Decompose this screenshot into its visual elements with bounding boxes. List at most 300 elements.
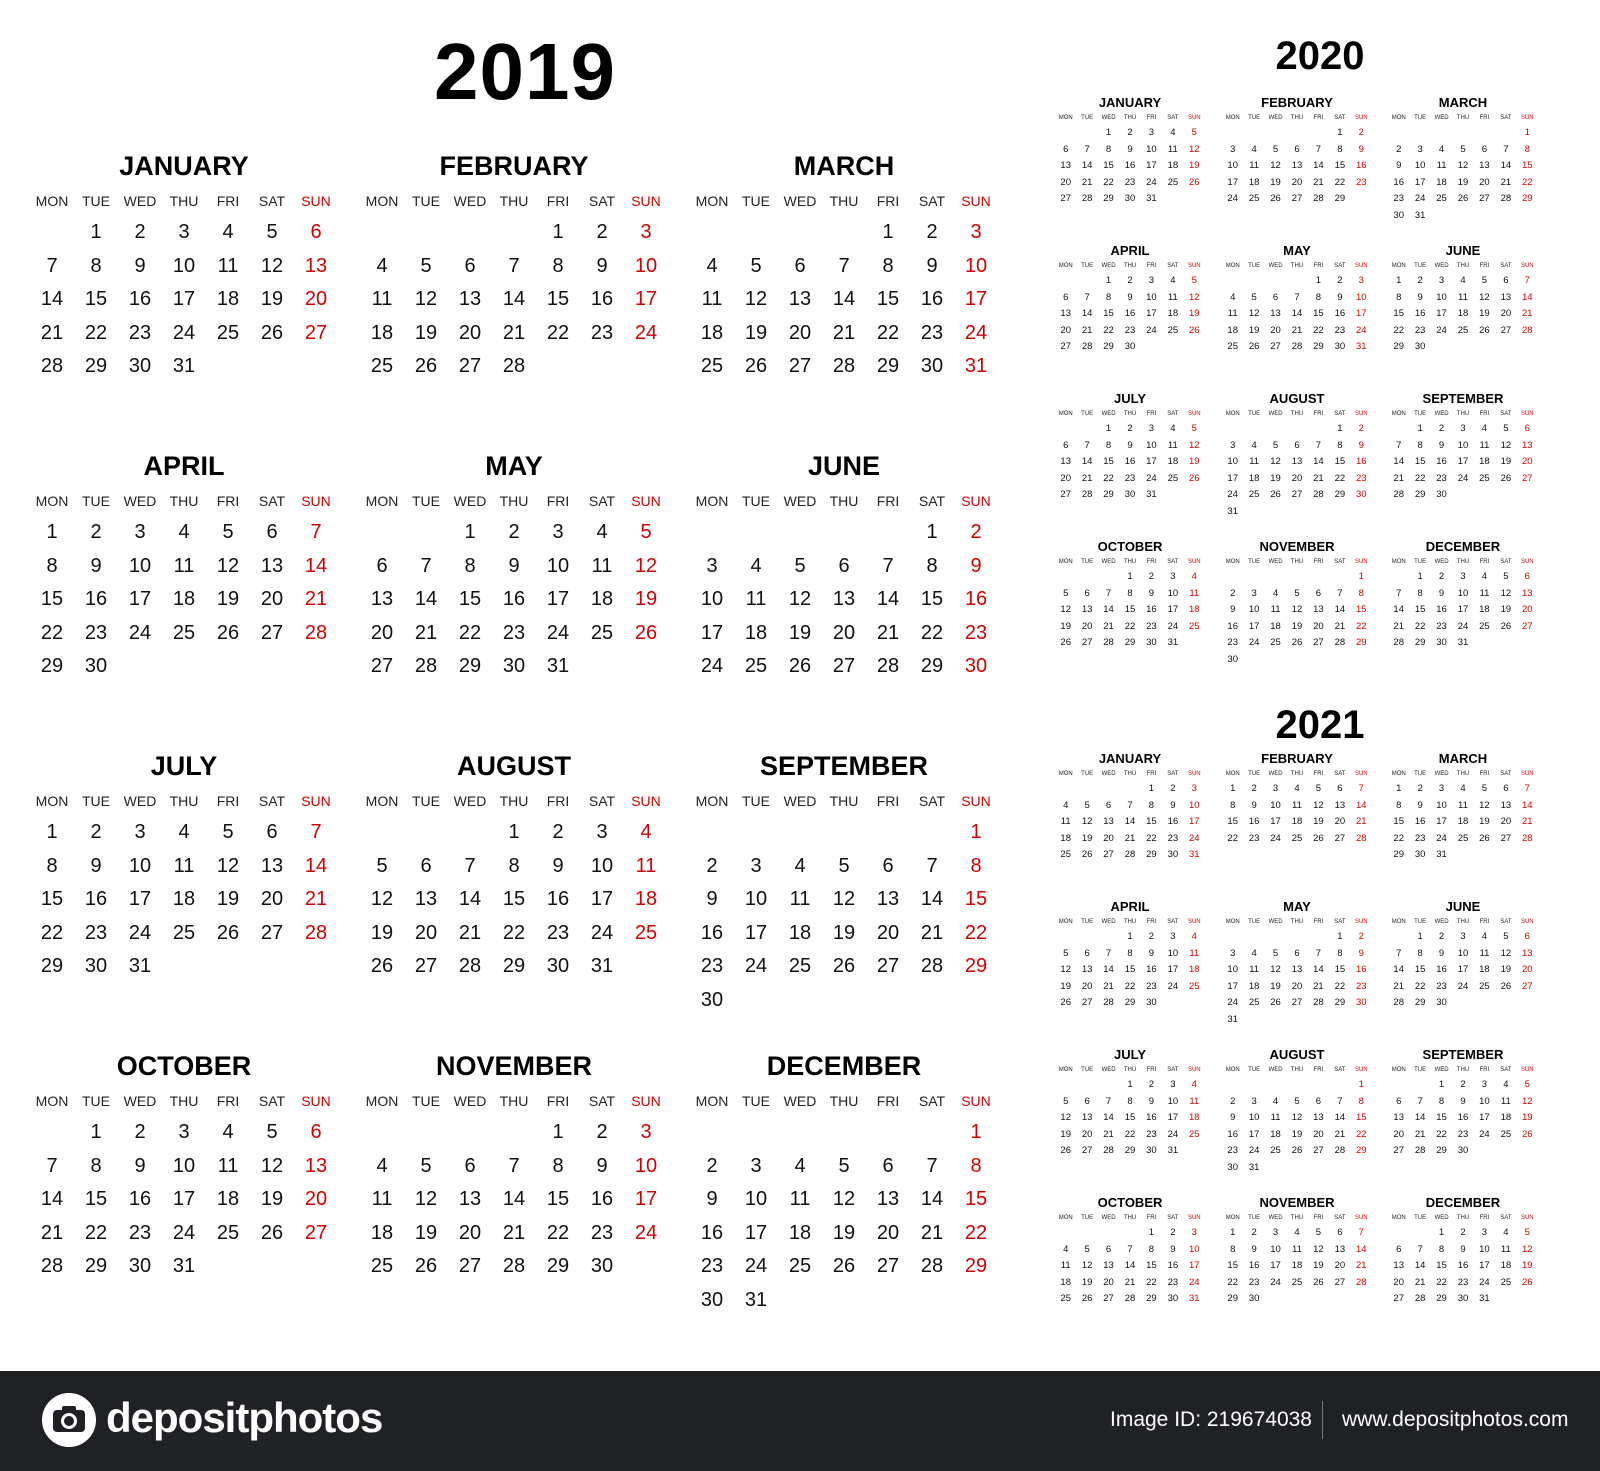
day-cell: 12 (1521, 1243, 1533, 1255)
day-cell: 28 (876, 655, 900, 677)
day-cell: 25 (1479, 472, 1490, 484)
weekday-label: TUE (1414, 559, 1427, 565)
month-name: JANUARY (1098, 751, 1162, 766)
empty-cell (1243, 273, 1264, 290)
empty-cell (1076, 781, 1097, 798)
day-cell: 21 (1414, 1276, 1426, 1288)
day-cell: 15 (1103, 160, 1114, 171)
day-cell: 22 (1414, 980, 1426, 992)
day-cell: 23 (1167, 1276, 1179, 1288)
day-cell: 2 (1460, 1227, 1466, 1238)
weekday-label: TUE (1414, 1067, 1427, 1073)
day-cell: 25 (1500, 1276, 1512, 1288)
weekday-label: FRI (1313, 411, 1324, 417)
day-cell: 29 (964, 955, 988, 977)
weekday-label: FRI (1146, 1215, 1157, 1221)
day-cell: 21 (1081, 472, 1093, 484)
weekday-label: MON (1058, 919, 1073, 925)
day-cell: 4 (376, 254, 388, 277)
day-cell: 27 (1521, 620, 1533, 632)
day-cell: 1 (1230, 783, 1236, 794)
day-cell: 27 (1291, 193, 1303, 204)
weekday-label: THU (1123, 115, 1137, 121)
day-cell: 27 (414, 955, 438, 977)
day-cell: 8 (1230, 1243, 1236, 1255)
day-cell: 24 (1248, 637, 1260, 648)
day-cell: 6 (1396, 1095, 1402, 1107)
day-cell: 17 (744, 1221, 768, 1244)
weekday-label: SUN (1520, 1215, 1534, 1221)
day-cell: 21 (1103, 1128, 1114, 1140)
day-cell: 27 (1060, 193, 1071, 204)
day-cell: 2 (1417, 783, 1423, 794)
empty-cell (778, 516, 822, 550)
day-cell: 9 (1438, 439, 1445, 451)
day-cell: 12 (414, 1188, 438, 1210)
day-cell: 30 (590, 1255, 614, 1277)
day-cell: 4 (1503, 1079, 1509, 1090)
day-cell: 5 (1272, 143, 1279, 155)
weekday-label: SUN (961, 493, 991, 509)
day-cell: 3 (1230, 947, 1236, 959)
day-cell: 29 (1414, 489, 1426, 500)
day-cell: 1 (1105, 127, 1112, 138)
month-name: MARCH (1438, 751, 1488, 766)
day-cell: 6 (1084, 587, 1090, 599)
empty-cell (1308, 929, 1329, 946)
month-name: MARCH (793, 151, 895, 181)
day-cell: 3 (134, 521, 146, 543)
weekday-label: SAT (918, 793, 946, 809)
day-cell: 10 (1167, 947, 1179, 959)
day-cell: 6 (882, 1154, 894, 1177)
day-cell: 26 (1479, 832, 1490, 844)
day-cell: 23 (1436, 980, 1447, 992)
day-grid (30, 1116, 338, 1284)
day-cell: 5 (420, 1154, 432, 1177)
weekday-label: SAT (918, 1093, 946, 1109)
day-cell: 4 (750, 554, 762, 577)
day-cell: 20 (1060, 472, 1071, 484)
weekday-label: THU (1123, 1067, 1137, 1073)
weekday-label: THU (1290, 1067, 1304, 1073)
weekday-label: TUE (742, 1093, 770, 1109)
weekday-label: THU (829, 193, 859, 209)
day-cell: 17 (964, 288, 988, 310)
day-cell: 9 (508, 554, 520, 577)
day-cell: 1 (46, 521, 58, 543)
empty-cell (1098, 781, 1119, 798)
day-cell: 3 (596, 821, 608, 843)
day-cell: 28 (502, 355, 526, 377)
weekday-label: FRI (1146, 411, 1157, 417)
day-cell: 9 (1358, 439, 1364, 451)
empty-cell (360, 216, 404, 250)
empty-cell (1265, 1077, 1286, 1094)
day-cell: 13 (1081, 964, 1093, 975)
day-cell: 25 (1188, 1128, 1200, 1140)
day-cell: 3 (1191, 783, 1197, 794)
day-cell: 27 (1060, 341, 1071, 352)
day-cell: 27 (1521, 980, 1533, 992)
weekday-label: FRI (1313, 1067, 1324, 1073)
day-cell: 4 (1481, 571, 1488, 582)
day-grid (30, 516, 338, 684)
day-cell: 2 (1170, 783, 1176, 794)
day-cell: 24 (744, 955, 768, 977)
day-cell: 28 (1081, 193, 1093, 204)
day-cell: 18 (172, 888, 196, 910)
day-cell: 3 (1148, 423, 1155, 434)
day-cell: 26 (744, 355, 768, 377)
day-cell: 3 (1481, 1079, 1488, 1090)
day-cell: 18 (1479, 964, 1490, 975)
day-cell: 14 (1124, 1260, 1136, 1271)
day-cell: 3 (640, 1121, 652, 1143)
day-cell: 13 (1060, 456, 1071, 467)
day-cell: 7 (1396, 439, 1402, 451)
day-cell: 30 (84, 955, 108, 977)
day-cell: 20 (304, 288, 328, 310)
day-cell: 31 (590, 955, 614, 977)
weekday-label: WED (783, 493, 817, 509)
day-cell: 16 (1457, 1112, 1469, 1123)
day-grid (1055, 569, 1205, 652)
day-cell: 28 (1124, 1293, 1136, 1304)
day-cell: 28 (1081, 341, 1093, 352)
day-cell: 2 (970, 521, 982, 543)
day-cell: 11 (745, 588, 767, 610)
day-cell: 6 (1524, 423, 1530, 434)
day-cell: 1 (90, 1121, 102, 1143)
day-grid (1055, 1077, 1205, 1160)
day-grid (1222, 1077, 1372, 1176)
day-cell: 25 (1270, 1145, 1281, 1156)
day-cell: 27 (1103, 849, 1114, 860)
weekday-label: FRI (546, 193, 570, 209)
day-cell: 30 (1146, 1145, 1157, 1156)
day-cell: 22 (40, 921, 64, 944)
day-cell: 20 (1521, 604, 1533, 615)
day-cell: 22 (1436, 1128, 1447, 1140)
day-cell: 10 (1270, 1243, 1281, 1255)
day-cell: 13 (1521, 947, 1533, 959)
day-cell: 30 (1436, 637, 1447, 648)
site-url-link[interactable]: www.depositphotos.com (1342, 1408, 1569, 1431)
weekday-label: WED (1434, 771, 1449, 777)
empty-cell (1308, 421, 1329, 438)
day-cell: 28 (304, 921, 328, 944)
day-cell: 6 (838, 554, 850, 577)
month-2019-april (30, 446, 338, 684)
day-cell: 16 (1146, 964, 1157, 975)
weekday-label: SUN (1520, 559, 1534, 565)
day-cell: 26 (1521, 1128, 1533, 1140)
footer-bar (0, 1371, 1600, 1471)
weekday-label: WED (1268, 919, 1283, 925)
day-cell: 27 (1270, 341, 1281, 352)
day-cell: 5 (1191, 127, 1197, 138)
day-cell: 21 (1103, 620, 1114, 632)
weekday-label: SAT (1167, 1215, 1179, 1221)
day-cell: 6 (1524, 931, 1530, 942)
day-cell: 1 (552, 1121, 564, 1143)
day-cell: 26 (1500, 620, 1512, 632)
brand-wordmark: depositphotos (106, 1394, 383, 1441)
day-cell: 18 (172, 588, 196, 610)
day-cell: 13 (1500, 799, 1512, 811)
day-cell: 9 (1417, 799, 1423, 811)
day-cell: 21 (1124, 1276, 1136, 1288)
empty-cell (1076, 273, 1097, 290)
day-cell: 12 (1500, 587, 1512, 599)
day-cell: 1 (90, 221, 102, 243)
day-cell: 21 (1313, 472, 1324, 484)
day-grid (1055, 273, 1205, 356)
day-cell: 13 (414, 888, 438, 910)
day-cell: 11 (1436, 160, 1447, 171)
weekday-label: FRI (1479, 1067, 1490, 1073)
day-cell: 26 (1313, 1276, 1324, 1288)
day-cell: 11 (217, 1154, 239, 1177)
weekday-label: SAT (1334, 263, 1346, 269)
day-cell: 24 (634, 1221, 658, 1244)
day-cell: 14 (920, 888, 944, 910)
weekday-label: MON (1225, 919, 1240, 925)
day-cell: 21 (1313, 176, 1324, 188)
day-grid (1388, 125, 1538, 224)
weekday-label: WED (1101, 771, 1116, 777)
day-cell: 27 (1393, 1145, 1404, 1156)
day-cell: 25 (370, 355, 394, 377)
day-cell: 30 (1146, 997, 1157, 1008)
day-cell: 12 (1500, 947, 1512, 959)
month-name: MAY (1283, 243, 1311, 258)
day-cell: 18 (1479, 456, 1490, 467)
empty-cell (360, 1116, 404, 1150)
month-name: AUGUST (1269, 391, 1325, 406)
day-cell: 16 (964, 588, 988, 610)
weekday-label: THU (1123, 559, 1137, 565)
weekday-label: FRI (1479, 771, 1490, 777)
weekday-label: MON (35, 793, 69, 809)
weekday-header-row (690, 1086, 998, 1116)
weekday-label: THU (1456, 411, 1470, 417)
day-cell: 4 (1251, 143, 1257, 155)
day-cell: 1 (1358, 571, 1364, 582)
day-cell: 27 (1081, 997, 1093, 1008)
day-cell: 23 (1457, 1128, 1469, 1140)
day-cell: 16 (128, 1188, 152, 1210)
day-cell: 1 (1337, 127, 1343, 138)
day-cell: 13 (370, 588, 394, 610)
day-cell: 7 (1127, 799, 1133, 811)
day-cell: 30 (1414, 341, 1426, 352)
weekday-label: FRI (216, 193, 240, 209)
day-cell: 9 (926, 254, 938, 277)
weekday-label: WED (1268, 263, 1283, 269)
day-cell: 28 (458, 955, 482, 977)
weekday-label: THU (829, 793, 859, 809)
day-cell: 6 (1481, 143, 1488, 155)
day-cell: 8 (90, 1154, 102, 1177)
day-cell: 15 (1146, 816, 1157, 827)
day-cell: 27 (1393, 1293, 1404, 1304)
day-cell: 12 (1270, 964, 1281, 975)
day-cell: 16 (1436, 604, 1447, 615)
day-cell: 25 (634, 921, 658, 944)
day-cell: 6 (1315, 587, 1322, 599)
day-cell: 1 (1105, 275, 1112, 286)
day-cell: 13 (1334, 1243, 1346, 1255)
day-cell: 19 (1291, 620, 1303, 632)
day-cell: 9 (1127, 439, 1133, 451)
day-cell: 23 (1167, 832, 1179, 844)
empty-cell (690, 516, 734, 550)
empty-cell (1286, 929, 1307, 946)
day-cell: 4 (1170, 275, 1176, 286)
empty-cell (1431, 125, 1452, 142)
weekday-label: SAT (1500, 1067, 1512, 1073)
day-cell: 12 (1291, 1112, 1303, 1123)
day-cell: 26 (260, 1221, 284, 1244)
empty-cell (1076, 1225, 1097, 1242)
day-cell: 26 (216, 921, 240, 944)
day-cell: 16 (84, 588, 108, 610)
day-cell: 25 (1436, 193, 1447, 204)
day-cell: 27 (370, 655, 394, 677)
day-cell: 11 (1189, 947, 1200, 959)
empty-cell (1474, 125, 1495, 142)
weekday-label: THU (1456, 771, 1470, 777)
day-cell: 15 (1436, 1112, 1447, 1123)
day-cell: 17 (1227, 472, 1238, 484)
day-cell: 19 (1270, 176, 1281, 188)
month-2020-november (1222, 538, 1372, 668)
day-cell: 30 (700, 988, 724, 1011)
day-cell: 24 (1146, 472, 1157, 484)
empty-cell (1265, 929, 1286, 946)
weekday-label: MON (1225, 115, 1240, 121)
weekday-label: SAT (1334, 411, 1346, 417)
day-cell: 18 (1479, 604, 1490, 615)
day-cell: 4 (1251, 439, 1257, 451)
day-cell: 14 (1313, 964, 1324, 975)
day-cell: 1 (970, 821, 982, 843)
day-cell: 5 (222, 821, 234, 843)
day-cell: 15 (1146, 1260, 1157, 1271)
day-cell: 24 (964, 321, 988, 344)
day-cell: 27 (1334, 832, 1346, 844)
empty-cell (1076, 1077, 1097, 1094)
empty-cell (734, 816, 778, 850)
day-cell: 19 (260, 288, 284, 310)
day-cell: 1 (1438, 1227, 1445, 1238)
day-cell: 7 (1084, 291, 1090, 303)
day-cell: 27 (876, 1255, 900, 1277)
day-cell: 31 (1479, 1293, 1490, 1304)
day-cell: 27 (1334, 1276, 1346, 1288)
day-cell: 20 (1291, 176, 1303, 188)
day-cell: 29 (1227, 1293, 1238, 1304)
weekday-label: THU (829, 493, 859, 509)
day-cell: 20 (1291, 980, 1303, 992)
month-name: NOVEMBER (1259, 539, 1335, 554)
day-cell: 11 (371, 1188, 393, 1210)
weekday-header-row (1055, 1212, 1205, 1225)
day-cell: 26 (1500, 472, 1512, 484)
weekday-label: SUN (1187, 771, 1201, 777)
weekday-label: MON (1058, 411, 1073, 417)
weekday-label: SAT (1334, 115, 1346, 121)
day-cell: 4 (1481, 423, 1488, 434)
day-cell: 31 (1188, 849, 1200, 860)
day-cell: 6 (1084, 947, 1090, 959)
weekday-header-row (1055, 408, 1205, 421)
weekday-label: WED (1101, 1067, 1116, 1073)
month-name: APRIL (1110, 243, 1150, 258)
day-cell: 16 (1124, 456, 1136, 467)
day-cell: 4 (1230, 291, 1236, 303)
day-cell: 9 (1460, 1243, 1466, 1255)
empty-cell (1286, 569, 1307, 586)
day-cell: 26 (1081, 849, 1093, 860)
month-name: OCTOBER (1097, 1195, 1163, 1210)
weekday-label: FRI (1479, 919, 1490, 925)
weekday-label: SAT (1334, 919, 1346, 925)
day-cell: 2 (596, 221, 608, 243)
day-cell: 11 (789, 1188, 811, 1210)
day-cell: 23 (1124, 324, 1136, 336)
day-cell: 13 (1521, 587, 1533, 599)
weekday-label: MON (1225, 771, 1240, 777)
day-cell: 12 (1479, 799, 1490, 811)
day-cell: 8 (1127, 587, 1133, 599)
empty-cell (448, 816, 492, 850)
day-cell: 26 (1291, 1145, 1303, 1156)
day-grid (1055, 125, 1205, 208)
day-cell: 20 (1334, 1260, 1346, 1271)
day-cell: 21 (1521, 308, 1533, 319)
day-cell: 18 (370, 1221, 394, 1244)
weekday-label: SUN (1187, 919, 1201, 925)
day-cell: 8 (970, 1154, 982, 1177)
weekday-label: WED (1101, 559, 1116, 565)
day-cell: 26 (1479, 324, 1490, 336)
day-cell: 5 (1503, 571, 1509, 582)
day-cell: 2 (1148, 1079, 1155, 1090)
day-cell: 29 (1313, 341, 1324, 352)
day-cell: 18 (1227, 324, 1238, 336)
day-cell: 16 (1414, 308, 1426, 319)
day-cell: 11 (1270, 604, 1281, 615)
weekday-label: SAT (1500, 263, 1512, 269)
day-cell: 19 (1188, 308, 1200, 319)
weekday-header-row (1388, 260, 1538, 273)
weekday-label: SUN (1187, 263, 1201, 269)
day-cell: 14 (1103, 964, 1114, 975)
day-cell: 6 (1105, 799, 1112, 811)
day-cell: 6 (1294, 947, 1300, 959)
day-cell: 29 (1103, 489, 1114, 500)
weekday-label: SUN (1354, 559, 1368, 565)
day-grid (1055, 781, 1205, 864)
day-cell: 8 (464, 554, 476, 577)
day-cell: 9 (90, 854, 102, 877)
day-cell: 3 (1460, 931, 1466, 942)
weekday-label: MON (1058, 115, 1073, 121)
weekday-label: TUE (1414, 919, 1427, 925)
